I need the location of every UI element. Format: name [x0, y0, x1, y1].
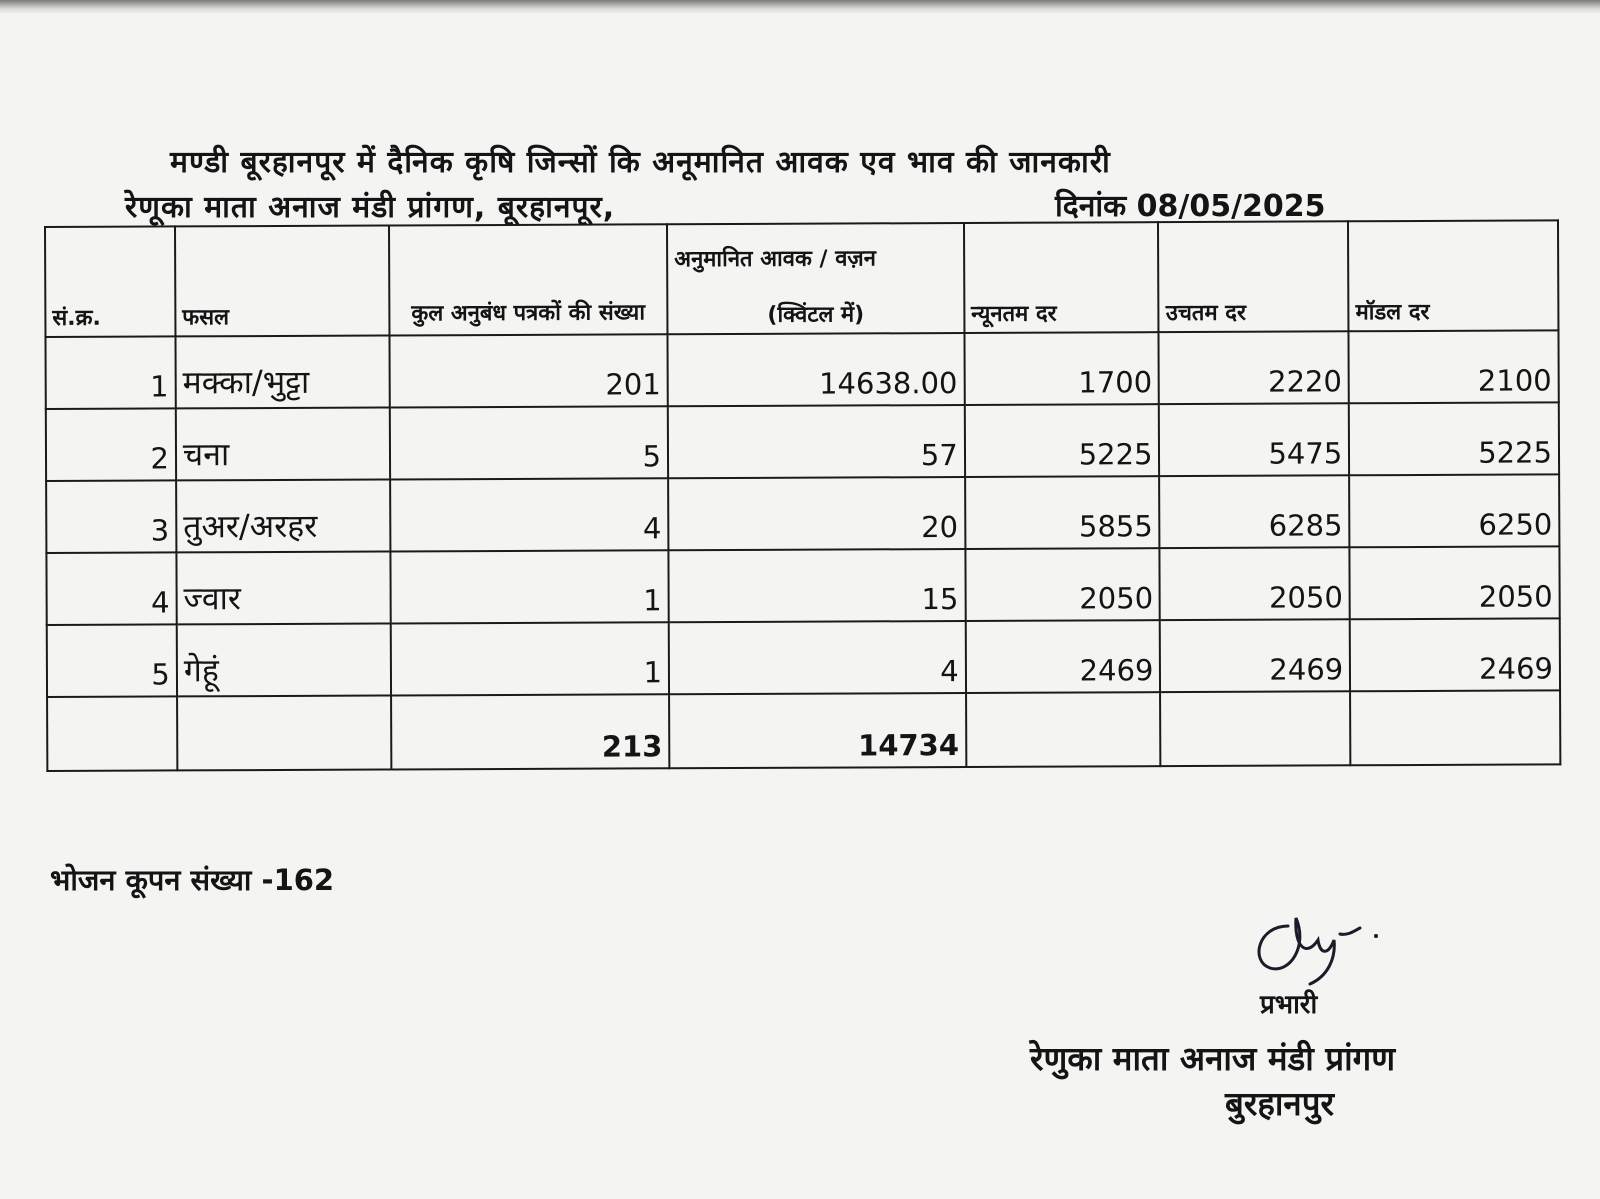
cell-arrival: 20 [668, 477, 965, 550]
cell-min-rate: 5855 [965, 476, 1160, 549]
total-cell-empty [1161, 691, 1351, 766]
header-arrival-unit: (क्विंटल में) [767, 302, 865, 328]
cell-modal-rate: 5225 [1349, 402, 1559, 475]
cell-modal-rate: 2050 [1350, 546, 1560, 619]
header-serial: सं.क्र. [45, 226, 175, 337]
total-cell-empty [1350, 690, 1560, 765]
handwritten-signature [1248, 906, 1398, 986]
cell-serial: 4 [46, 552, 176, 625]
cell-arrival: 14638.00 [668, 333, 965, 406]
header-max-rate: उचतम दर [1158, 221, 1348, 332]
table-row [46, 546, 1559, 625]
header-crop: फसल [175, 225, 389, 336]
header-modal-rate: मॉडल दर [1348, 220, 1558, 331]
document-title: मण्डी बूरहानपूर में दैनिक कृषि जिन्सों कि अनूमानित आवक एव भाव की जानकारी [170, 145, 1111, 180]
cell-contracts: 5 [389, 406, 668, 479]
cell-arrival: 57 [668, 405, 965, 478]
date-value: 08/05/2025 [1136, 189, 1326, 224]
table-row [46, 474, 1559, 553]
cell-min-rate: 2050 [965, 548, 1160, 621]
cell-crop: मक्का/भुट्टा [175, 335, 389, 408]
header-arrival-text: अनुमानित आवक / वज़न [674, 246, 877, 273]
total-cell-empty [47, 696, 177, 771]
cell-crop: ज्वार [176, 551, 390, 624]
table-row [45, 330, 1558, 409]
cell-serial: 5 [47, 624, 177, 697]
total-cell-empty [966, 692, 1161, 767]
cell-max-rate: 5475 [1159, 403, 1349, 476]
table-header-row [45, 220, 1558, 337]
cell-arrival: 4 [669, 621, 966, 694]
meal-coupon-count: भोजन कूपन संख्या -162 [50, 863, 335, 897]
table-row [46, 402, 1559, 481]
header-contracts [389, 224, 668, 335]
header-arrival [667, 223, 964, 334]
cell-modal-rate: 2469 [1350, 618, 1560, 691]
cell-serial: 1 [45, 336, 175, 409]
header-contracts-text: कुल अनुबंध पत्रकों की संख्या [411, 300, 646, 327]
table-total-row [47, 690, 1560, 771]
cell-serial: 2 [46, 408, 176, 481]
cell-max-rate: 2220 [1159, 331, 1349, 404]
cell-serial: 3 [46, 480, 176, 553]
cell-max-rate: 2050 [1160, 547, 1350, 620]
signatory-role: प्रभारी [1260, 990, 1318, 1020]
cell-crop: चना [176, 407, 390, 480]
total-cell-empty [177, 695, 391, 770]
cell-modal-rate: 6250 [1349, 474, 1559, 547]
cell-max-rate: 2469 [1160, 619, 1350, 692]
rates-table [44, 219, 1561, 772]
cell-contracts: 1 [390, 622, 669, 695]
date-label: दिनांक [1055, 189, 1127, 224]
total-arrival: 14734 [669, 693, 966, 768]
cell-crop: गेहूं [177, 623, 391, 696]
cell-arrival: 15 [668, 549, 965, 622]
header-min-rate: न्यूनतम दर [964, 222, 1159, 333]
table-row [47, 618, 1560, 697]
cell-min-rate: 2469 [965, 620, 1160, 693]
cell-modal-rate: 2100 [1349, 330, 1559, 403]
cell-max-rate: 6285 [1160, 475, 1350, 548]
total-contracts: 213 [391, 694, 670, 769]
page-top-edge [0, 0, 1600, 14]
signatory-office: रेणुका माता अनाज मंडी प्रांगण [1030, 1039, 1396, 1078]
cell-crop: तुअर/अरहर [176, 479, 390, 552]
cell-contracts: 4 [390, 478, 669, 551]
cell-min-rate: 1700 [964, 332, 1159, 405]
document-date [1055, 184, 1326, 225]
signatory-city: बुरहानपुर [1225, 1084, 1334, 1123]
cell-min-rate: 5225 [965, 404, 1160, 477]
document-subtitle: रेणूका माता अनाज मंडी प्रांगण, बूरहानपूर, [125, 190, 616, 225]
cell-contracts: 201 [389, 334, 668, 407]
cell-contracts: 1 [390, 550, 669, 623]
